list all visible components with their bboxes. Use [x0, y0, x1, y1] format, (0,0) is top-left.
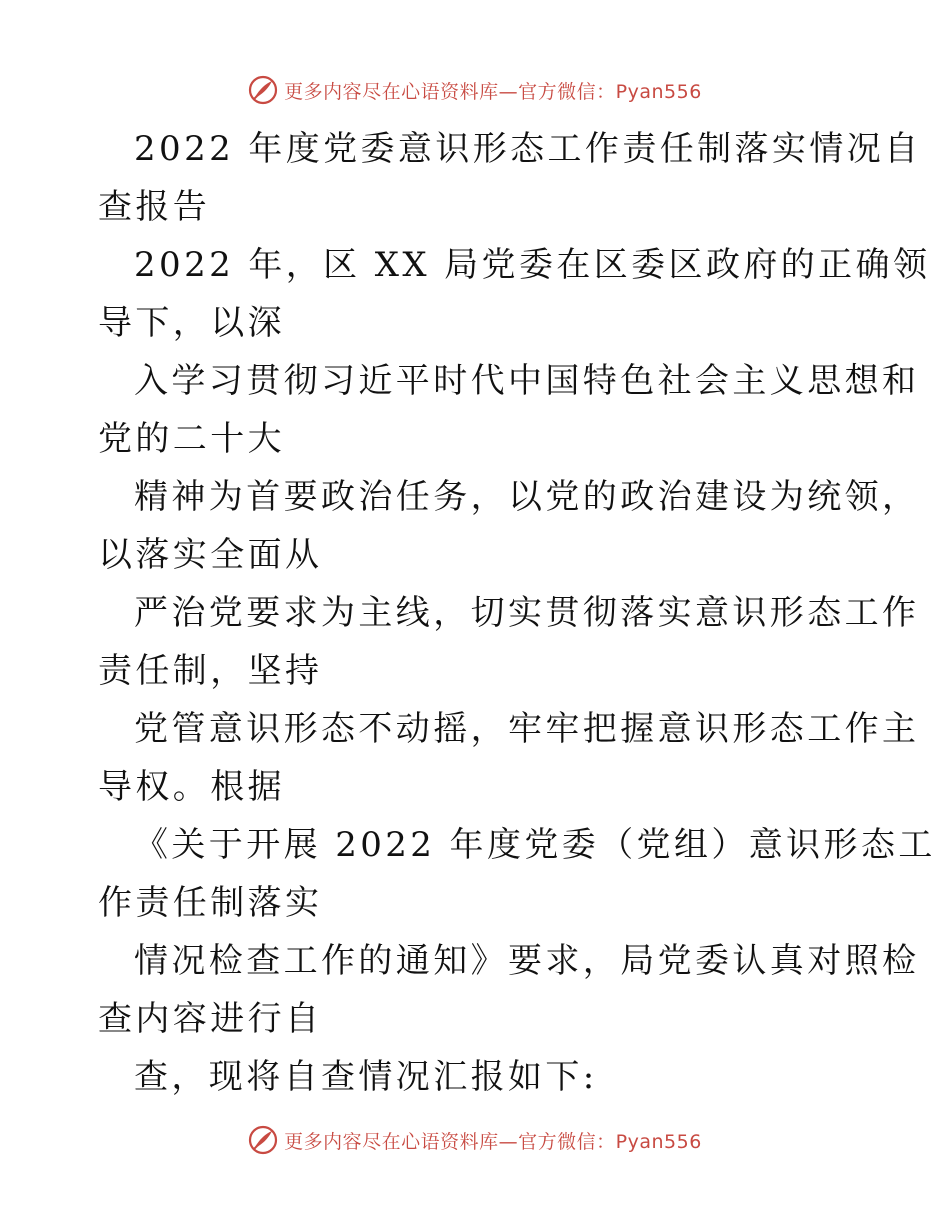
text-line: 《关于开展 2022 年度党委（党组）意识形态工	[134, 825, 936, 865]
quill-logo-icon	[248, 1125, 278, 1155]
footer-watermark-banner	[0, 1120, 950, 1160]
text-line: 严治党要求为主线，切实贯彻落实意识形态工作	[134, 593, 920, 633]
text-line: 导下，以深	[98, 303, 285, 343]
text-line: 情况检查工作的通知》要求，局党委认真对照检	[134, 941, 920, 981]
text-line: 党管意识形态不动摇，牢牢把握意识形态工作主	[134, 709, 920, 749]
header-watermark-banner	[0, 70, 950, 110]
text-line: 精神为首要政治任务，以党的政治建设为统领，	[134, 477, 920, 517]
text-line: 入学习贯彻习近平时代中国特色社会主义思想和	[134, 361, 920, 401]
text-line: 党的二十大	[98, 419, 285, 459]
text-line: 2022 年，区 XX 局党委在区委区政府的正确领	[134, 245, 931, 285]
text-line: 查内容进行自	[98, 999, 323, 1039]
text-line: 查，现将自查情况汇报如下:	[134, 1057, 598, 1097]
document-body	[98, 120, 936, 1106]
quill-logo-icon	[248, 75, 278, 105]
header-watermark-text: 更多内容尽在心语资料库—官方微信：Pyan556	[284, 80, 702, 103]
text-line: 作责任制落实	[98, 883, 323, 923]
footer-watermark-text: 更多内容尽在心语资料库—官方微信：Pyan556	[284, 1130, 702, 1153]
document-text	[98, 120, 936, 1106]
text-line: 以落实全面从	[98, 535, 323, 575]
text-line: 导权。根据	[98, 767, 285, 807]
text-line: 查报告	[98, 187, 211, 227]
text-line: 责任制，坚持	[98, 651, 323, 691]
text-line: 2022 年度党委意识形态工作责任制落实情况自	[134, 129, 922, 169]
